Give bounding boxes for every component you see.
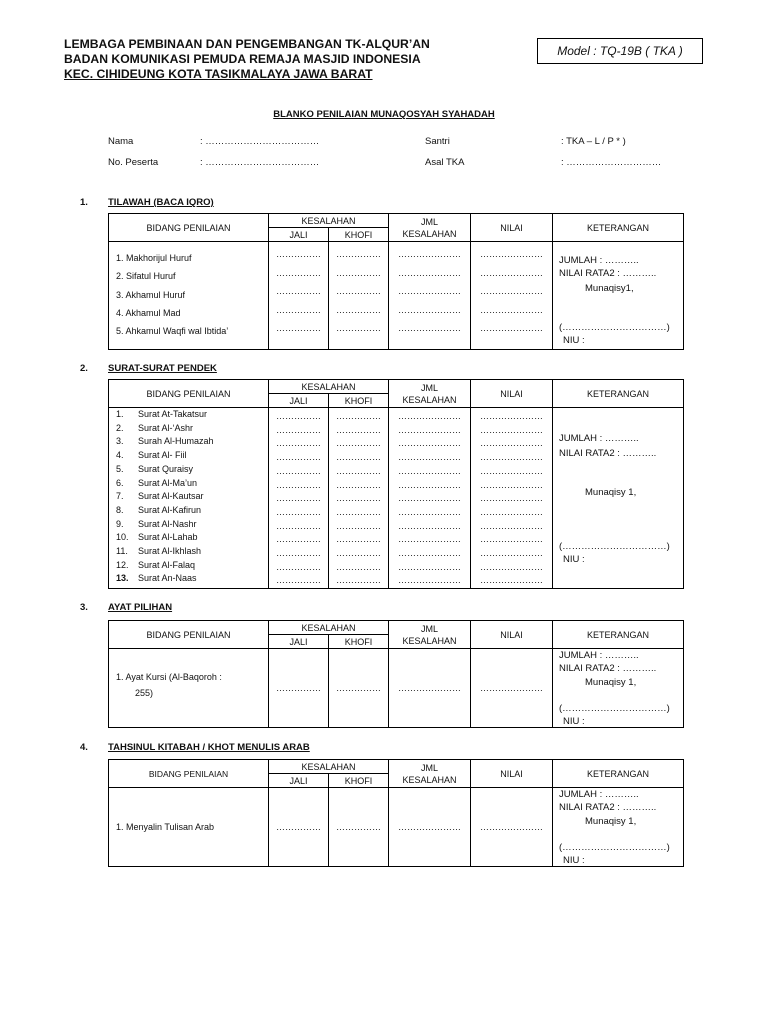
- header-kesalahan: KESALAHAN: [269, 380, 389, 394]
- khofi-column[interactable]: …………… …………… …………… …………… ……………: [329, 242, 389, 350]
- signature-field[interactable]: (……………………………): [559, 541, 670, 552]
- santri-field[interactable]: : TKA – L / P * ): [561, 136, 626, 147]
- asal-label: Asal TKA: [425, 157, 465, 168]
- jumlah-field[interactable]: JUMLAH : ………..: [559, 255, 639, 266]
- list-item: 7. Surat Al-Kautsar: [116, 491, 204, 502]
- asal-field[interactable]: : …………………………: [561, 157, 662, 168]
- header-keterangan: KETERANGAN: [553, 760, 684, 788]
- nilai-rata-field[interactable]: NILAI RATA2 : ………..: [559, 663, 657, 674]
- header-khofi: KHOFI: [329, 635, 389, 649]
- list-item: 8. Surat Al-Kafirun: [116, 504, 202, 515]
- tahsinul-item: 1. Menyalin Tulisan Arab: [109, 788, 269, 867]
- surat-pendek-table: [108, 379, 684, 589]
- header-jml: JML KESALAHAN: [389, 214, 471, 242]
- niu-field[interactable]: NIU :: [563, 335, 585, 346]
- header-kesalahan: KESALAHAN: [269, 760, 389, 774]
- header-bidang: BIDANG PENILAIAN: [109, 380, 269, 408]
- header-jml: JML KESALAHAN: [389, 380, 471, 408]
- tahsinul-table: [108, 759, 684, 867]
- tilawah-items: [109, 242, 269, 350]
- nilai-rata-field[interactable]: NILAI RATA2 : ………..: [559, 268, 657, 279]
- nilai-field[interactable]: …………………: [471, 649, 553, 728]
- document-title: BLANKO PENILAIAN MUNAQOSYAH SYAHADAH: [273, 109, 495, 120]
- header-jml: JML KESALAHAN: [389, 621, 471, 649]
- keterangan-cell: [553, 242, 684, 350]
- jml-column[interactable]: ………………… ………………… ………………… ………………… ………………… ………………… ………………… ………………… ………………… ………………… ………………… ………………… …………………: [389, 408, 471, 589]
- list-item: 5. Surat Quraisy: [116, 463, 194, 474]
- munaqisy-label: Munaqisy1,: [585, 283, 634, 294]
- jali-field[interactable]: ……………: [269, 788, 329, 867]
- header-khofi: KHOFI: [329, 774, 389, 788]
- jumlah-field[interactable]: JUMLAH : ………..: [559, 650, 639, 661]
- header-nilai: NILAI: [471, 380, 553, 408]
- list-item: 6. Surat Al-Ma’un: [116, 477, 198, 488]
- header-keterangan: KETERANGAN: [553, 214, 684, 242]
- nilai-column[interactable]: ………………… ………………… ………………… ………………… …………………: [471, 242, 553, 350]
- jali-column[interactable]: …………… …………… …………… …………… …………… …………… …………… …………… …………… …………… …………… …………… ……………: [269, 408, 329, 589]
- niu-field[interactable]: NIU :: [563, 855, 585, 866]
- org-line-3: KEC. CIHIDEUNG KOTA TASIKMALAYA JAWA BARAT: [64, 67, 373, 81]
- header-jali: JALI: [269, 774, 329, 788]
- nilai-column[interactable]: ………………… ………………… ………………… ………………… ………………… ………………… ………………… ………………… ………………… ………………… ………………… ………………… …………………: [471, 408, 553, 589]
- list-item: 3. Surah Al-Humazah: [116, 436, 214, 447]
- list-item: 9. Surat Al-Nashr: [116, 518, 197, 529]
- jumlah-field[interactable]: JUMLAH : ………..: [559, 789, 639, 800]
- header-bidang: BIDANG PENILAIAN: [109, 760, 269, 788]
- header-jml: JML KESALAHAN: [389, 760, 471, 788]
- nilai-rata-field[interactable]: NILAI RATA2 : ………..: [559, 802, 657, 813]
- header-jali: JALI: [269, 635, 329, 649]
- list-item: 4. Akhamul Mad: [116, 307, 181, 318]
- list-item: 13. Surat An-Naas: [116, 573, 197, 584]
- list-item: 12. Surat Al-Falaq: [116, 559, 196, 570]
- santri-label: Santri: [425, 136, 450, 147]
- munaqisy-label: Munaqisy 1,: [585, 487, 637, 498]
- list-item: 3. Akhamul Huruf: [116, 289, 186, 300]
- header-khofi: KHOFI: [329, 228, 389, 242]
- niu-field[interactable]: NIU :: [563, 716, 585, 727]
- list-item: 1. Surat At-Takatsur: [116, 409, 208, 419]
- niu-field[interactable]: NIU :: [563, 554, 585, 565]
- keterangan-cell: [553, 649, 684, 728]
- nilai-rata-field[interactable]: NILAI RATA2 : ………..: [559, 448, 657, 459]
- header-nilai: NILAI: [471, 760, 553, 788]
- peserta-label: No. Peserta: [108, 157, 159, 168]
- khofi-field[interactable]: ……………: [329, 649, 389, 728]
- jml-field[interactable]: …………………: [389, 788, 471, 867]
- organization-header: [64, 37, 430, 82]
- keterangan-cell: [553, 408, 684, 589]
- ayat-item: 1. Ayat Kursi (Al-Baqoroh : 255): [109, 649, 269, 728]
- jml-field[interactable]: …………………: [389, 649, 471, 728]
- surat-items: [109, 408, 269, 589]
- list-item: 1. Makhorijul Huruf: [116, 253, 192, 263]
- khofi-column[interactable]: …………… …………… …………… …………… …………… …………… …………… …………… …………… …………… …………… …………… ……………: [329, 408, 389, 589]
- header-bidang: BIDANG PENILAIAN: [109, 214, 269, 242]
- list-item: 5. Ahkamul Waqfi wal Ibtida’: [116, 326, 229, 337]
- header-khofi: KHOFI: [329, 394, 389, 408]
- org-line-2: BADAN KOMUNIKASI PEMUDA REMAJA MASJID INDONESIA: [64, 52, 421, 66]
- header-keterangan: KETERANGAN: [553, 621, 684, 649]
- org-line-1: LEMBAGA PEMBINAAN DAN PENGEMBANGAN TK-ALQUR’AN: [64, 37, 430, 51]
- header-keterangan: KETERANGAN: [553, 380, 684, 408]
- list-item: 2. Surat Al-‘Ashr: [116, 422, 194, 433]
- header-kesalahan: KESALAHAN: [269, 621, 389, 635]
- jali-field[interactable]: ……………: [269, 649, 329, 728]
- jumlah-field[interactable]: JUMLAH : ………..: [559, 433, 639, 444]
- keterangan-cell: [553, 788, 684, 867]
- signature-field[interactable]: (……………………………): [559, 322, 670, 333]
- nama-field[interactable]: : ………………………………: [200, 136, 320, 147]
- header-nilai: NILAI: [471, 621, 553, 649]
- signature-field[interactable]: (……………………………): [559, 842, 670, 853]
- signature-field[interactable]: (……………………………): [559, 703, 670, 714]
- list-item: 11. Surat Al-Ikhlash: [116, 546, 202, 557]
- munaqisy-label: Munaqisy 1,: [585, 816, 637, 827]
- list-item: 2. Sifatul Huruf: [116, 271, 176, 282]
- peserta-field[interactable]: : ………………………………: [200, 157, 320, 168]
- munaqisy-label: Munaqisy 1,: [585, 677, 637, 688]
- nilai-field[interactable]: …………………: [471, 788, 553, 867]
- nama-label: Nama: [108, 136, 134, 147]
- header-jali: JALI: [269, 394, 329, 408]
- header-nilai: NILAI: [471, 214, 553, 242]
- list-item: 10. Surat Al-Lahab: [116, 532, 198, 543]
- model-box: Model : TQ-19B ( TKA ): [537, 38, 703, 64]
- tilawah-table: [108, 213, 684, 350]
- header-jali: JALI: [269, 228, 329, 242]
- khofi-field[interactable]: ……………: [329, 788, 389, 867]
- ayat-pilihan-table: [108, 620, 684, 728]
- header-kesalahan: KESALAHAN: [269, 214, 389, 228]
- list-item: 4. Surat Al- Fiil: [116, 450, 187, 461]
- jali-column[interactable]: …………… …………… …………… …………… ……………: [269, 242, 329, 350]
- jml-column[interactable]: ………………… ………………… ………………… ………………… …………………: [389, 242, 471, 350]
- header-bidang: BIDANG PENILAIAN: [109, 621, 269, 649]
